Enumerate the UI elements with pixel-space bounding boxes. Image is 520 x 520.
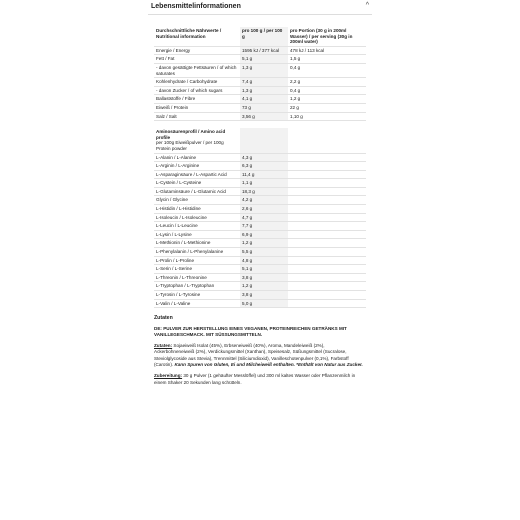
table-cell: 1,2 g [240,239,288,248]
table-row [154,239,366,248]
table-cell: 4,2 g [240,196,288,205]
table-cell: Fett / Fat [154,55,240,64]
table-cell: 4,1 g [240,95,288,104]
table-cell [288,205,366,214]
accordion-header[interactable] [148,0,372,15]
table-row [154,46,366,55]
table-cell: L-Glutaminsäure / L-Glutamic Acid [154,187,240,196]
table-cell: Salz / Salt [154,112,240,121]
column-header: Durchschnittliche Nährwerte / Nutritional information [154,27,240,46]
table-row [154,299,366,308]
table-row [154,187,366,196]
table-cell [288,196,366,205]
table-cell [288,265,366,274]
table-cell: 3,56 g [240,112,288,121]
table-cell: 5,1 g [240,265,288,274]
table-cell: 2,2 g [288,78,366,87]
table-cell: 0,4 g [288,63,366,77]
table-cell [288,248,366,257]
table-cell: L-Histidin / L-Histidine [154,205,240,214]
table-row [154,265,366,274]
table-cell [288,299,366,308]
table-cell: L-Isoleucin / L-Isoleucine [154,213,240,222]
preparation-text [154,373,364,386]
table-cell: 4,3 g [240,153,288,162]
preparation-label: Zubereitung: [154,373,183,379]
ingredients-text [154,343,364,368]
table-cell: 3,8 g [240,273,288,282]
table-cell: - davon gesättigte Fettsäuren / of which saturates [154,63,240,77]
table-row [154,256,366,265]
table-cell: 2,6 g [240,205,288,214]
table-cell: Energie / Energy [154,46,240,55]
table-cell: 7,4 g [240,78,288,87]
column-header: pro 100 g / per 100 g [240,27,288,46]
table-cell: L-Prolin / L-Proline [154,256,240,265]
table-cell: L-Asparaginsäure / L-Aspartic Acid [154,170,240,179]
table-cell [288,239,366,248]
nutrition-table [154,27,366,121]
ingredients-list: Sojaeiweiß Isolat (45%), Erbseneiweiß (40%), Aroma, Mandeleiweiß (2%), Ackerbohneneiweiß (2%), Verdickungsmittel (Xanthan), Speisesalz, Süßungsmittel (Sucralose, Steviolglycoside aus Stevia), Trennmittel (Siliciumdioxid), Vanilleschotenpulver (0,1%), Farbstoff (Carotin). [154,343,349,368]
table-row [154,222,366,231]
table-cell [288,222,366,231]
table-cell: L-Lysin / L-Lysine [154,230,240,239]
table-row [154,205,366,214]
preparation-instructions: 30 g Pulver (1 gehäufter Messlöffel) und 300 ml kaltes Wasser oder Pflanzenmilch in einem Shaker 20 Sekunden lang schütteln. [154,373,356,385]
table-cell: L-Tryptophan / L-Tryptophan [154,282,240,291]
table-cell: 1595 kJ / 377 kcal [240,46,288,55]
table-row [154,55,366,64]
table-row [154,179,366,188]
table-cell: 3,8 g [240,291,288,300]
table-row [154,162,366,171]
table-cell [288,162,366,171]
accordion-title: Lebensmittelinformationen [151,3,241,10]
table-cell [288,153,366,162]
column-header [154,128,240,153]
table-header-row [154,27,366,46]
food-info-panel [148,0,372,386]
table-cell: L-Leucin / L-Leucine [154,222,240,231]
table-row [154,153,366,162]
table-cell: 5,0 g [240,299,288,308]
table-cell: L-Threonin / L-Threonine [154,273,240,282]
table-cell [288,273,366,282]
table-cell [288,213,366,222]
table-cell: 1,2 g [240,282,288,291]
table-cell: L-Cystein / L-Cysteine [154,179,240,188]
table-cell: 1,10 g [288,112,366,121]
product-description: DE: PULVER ZUR HERSTELLUNG EINES VEGANEN, PROTEINREICHEN GETRÄNKS MIT VANILLEGESCHMACK. MIT SÜSSUNGSMITTELN. [154,326,347,338]
table-cell: 73 g [240,103,288,112]
table-row [154,291,366,300]
table-cell: 5,1 g [240,55,288,64]
table-cell: 18,3 g [240,187,288,196]
table-cell: 0,4 g [288,86,366,95]
table-row [154,213,366,222]
table-cell [288,187,366,196]
table-cell: 6,9 g [240,230,288,239]
table-cell: Ballaststoffe / Fibre [154,95,240,104]
table-cell: 4,8 g [240,256,288,265]
table-cell [288,170,366,179]
table-cell [288,179,366,188]
chevron-up-icon[interactable]: ^ [365,2,369,9]
table-cell: L-Arginin / L-Arginine [154,162,240,171]
table-cell: 1,1 g [240,179,288,188]
table-cell: L-Alanin / L-Alanine [154,153,240,162]
amino-subheader: per 100g Eiweißpulver / per 100g Protein powder [156,140,224,151]
table-row [154,282,366,291]
table-cell: Kohlenhydrate / Carbohydrate [154,78,240,87]
ingredients-label: Zutaten: [154,343,173,349]
table-cell: - davon Zucker / of which sugars [154,86,240,95]
table-cell: 1,3 g [240,63,288,77]
table-row [154,248,366,257]
table-row [154,95,366,104]
table-row [154,196,366,205]
table-cell: Glycin / Glycine [154,196,240,205]
table-cell [288,230,366,239]
column-header [240,128,288,153]
table-header-row [154,128,366,153]
table-row [154,86,366,95]
table-cell [288,256,366,265]
table-cell [288,282,366,291]
table-cell: L-Methionin / L-Methionine [154,239,240,248]
table-cell: 11,4 g [240,170,288,179]
table-cell: L-Serin / L-Serine [154,265,240,274]
table-cell [288,291,366,300]
table-cell: 4,7 g [240,213,288,222]
table-row [154,63,366,77]
table-row [154,273,366,282]
table-row [154,78,366,87]
table-cell: L-Tyrosin / L-Tyrosine [154,291,240,300]
table-cell: 7,7 g [240,222,288,231]
table-cell: 1,3 g [240,86,288,95]
table-cell: L-Valin / L-Valine [154,299,240,308]
table-row [154,230,366,239]
table-cell: 1,2 g [288,95,366,104]
table-row [154,103,366,112]
table-cell: 5,5 g [240,248,288,257]
table-cell: 22 g [288,103,366,112]
ingredients-heading: Zutaten [154,315,173,322]
table-row [154,112,366,121]
table-cell: 478 kJ / 113 kcal [288,46,366,55]
table-row [154,170,366,179]
amino-acid-table [154,128,366,308]
table-cell: Eiweiß / Protein [154,103,240,112]
amino-header: Aminosäurenprofil / Amino acid profile [156,129,226,140]
table-cell: 1,5 g [288,55,366,64]
column-header [288,128,366,153]
allergen-warning: Kann Spuren von Gluten, Ei und Milcheiweiß enthalten. *Enthält von Natur aus Zucker. [174,362,363,368]
table-cell: 6,3 g [240,162,288,171]
column-header: pro Portion (30 g in 200ml Wasser) / per serving (30g in 200ml water) [288,27,366,46]
table-cell: L-Phenylalanin / L-Phenylalanine [154,248,240,257]
